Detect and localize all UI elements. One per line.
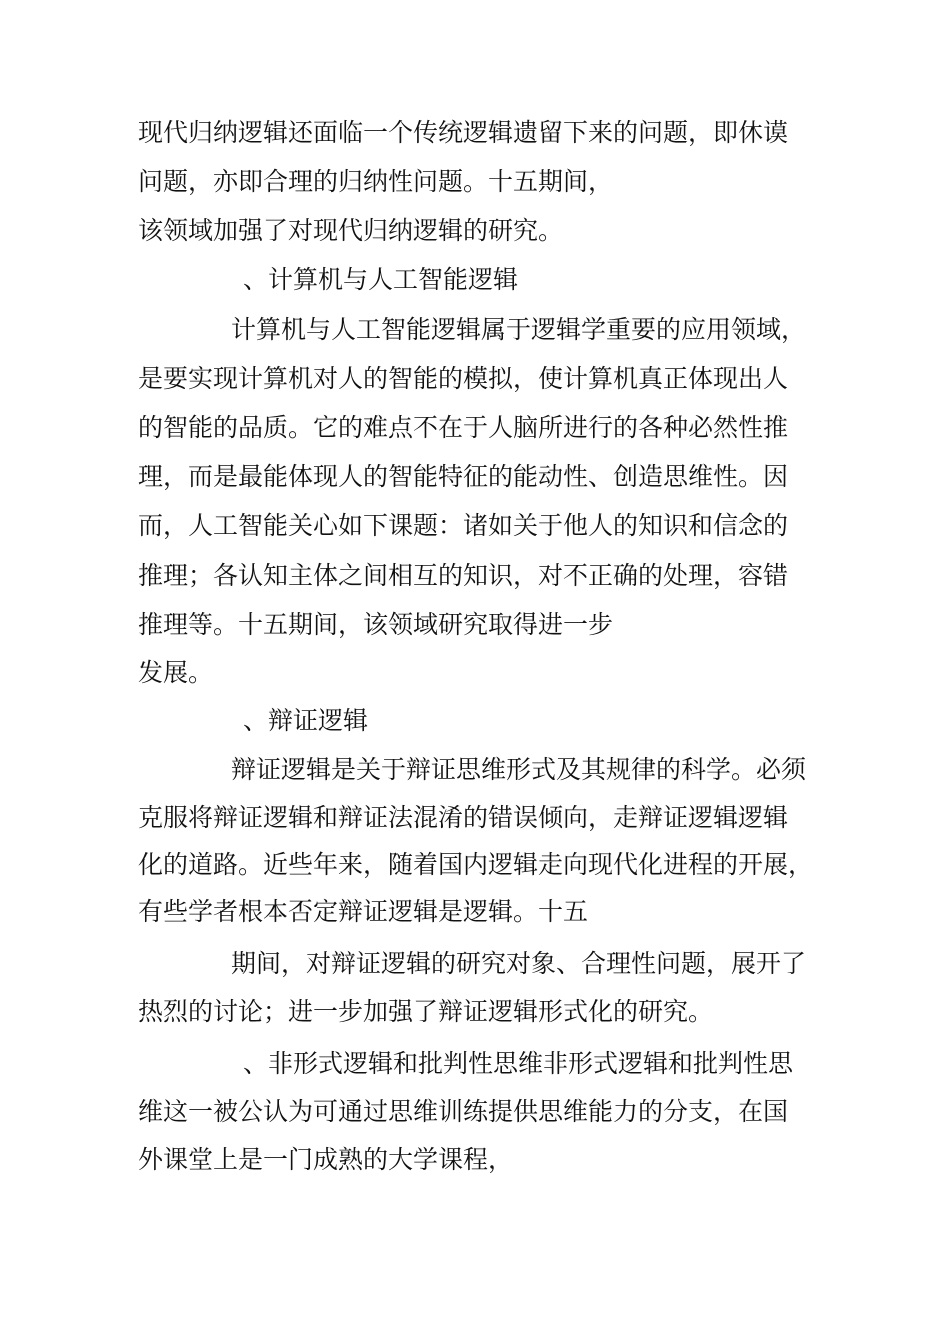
text-line: 辩证逻辑是关于辩证思维形式及其规律的科学。必须 — [231, 755, 807, 784]
text-line: 而，人工智能关心如下课题：诸如关于他人的知识和信念的 — [138, 511, 789, 540]
text-line: 发展。 — [138, 658, 214, 687]
text-line: 该领域加强了对现代归纳逻辑的研究。 — [138, 216, 564, 245]
text-line: 计算机与人工智能逻辑属于逻辑学重要的应用领域， — [231, 315, 807, 344]
text-line: 推理；各认知主体之间相互的知识，对不正确的处理，容错 — [138, 561, 789, 590]
text-line: 现代归纳逻辑还面临一个传统逻辑遗留下来的问题，即休谟 — [138, 118, 789, 147]
text-line: 有些学者根本否定辩证逻辑是逻辑。十五 — [138, 897, 589, 926]
text-line: 问题，亦即合理的归纳性问题。十五期间， — [138, 167, 614, 196]
text-line: 是要实现计算机对人的智能的模拟，使计算机真正体现出人 — [138, 364, 789, 393]
section-heading: 、计算机与人工智能逻辑 — [243, 265, 519, 294]
section-heading: 、辩证逻辑 — [243, 706, 369, 735]
text-line: 的智能的品质。它的难点不在于人脑所进行的各种必然性推 — [138, 413, 789, 442]
text-line: 维这一被公认为可通过思维训练提供思维能力的分支，在国 — [138, 1097, 789, 1126]
text-line: 理，而是最能体现人的智能特征的能动性、创造思维性。因 — [138, 462, 789, 491]
text-line: 克服将辩证逻辑和辩证法混淆的错误倾向，走辩证逻辑逻辑 — [138, 803, 789, 832]
text-line: 外课堂上是一门成熟的大学课程， — [138, 1145, 514, 1174]
text-line: 化的道路。近些年来，随着国内逻辑走向现代化进程的开展， — [138, 850, 814, 879]
section-heading: 、非形式逻辑和批判性思维非形式逻辑和批判性思 — [243, 1049, 794, 1078]
text-line: 热烈的讨论；进一步加强了辩证逻辑形式化的研究。 — [138, 997, 714, 1026]
text-line: 推理等。十五期间，该领域研究取得进一步 — [138, 610, 614, 639]
text-line: 期间，对辩证逻辑的研究对象、合理性问题，展开了 — [231, 949, 807, 978]
